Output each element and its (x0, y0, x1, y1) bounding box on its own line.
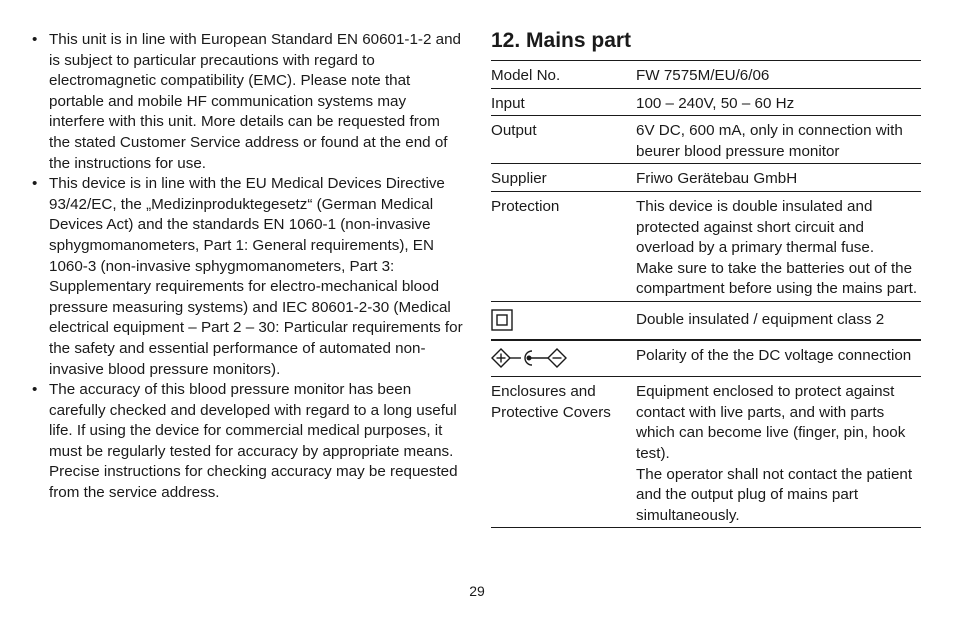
spec-label: Protection (491, 197, 560, 215)
left-column (32, 30, 464, 504)
bullet-text: The accuracy of this blood pressure monitor has been carefully checked and developed with regard to a long useful life. If using the device for commercial medical purposes, it must be regularly tested for accuracy by appropriate means. Precise instructions for checking accuracy may be requested from the service address. (49, 381, 458, 502)
spec-value: Double insulated / equipment class 2 (636, 310, 885, 328)
double-insulation-symbol-icon (491, 309, 513, 331)
bullet-icon: • (32, 175, 38, 193)
spec-label: Model No. (491, 67, 561, 84)
bullet-icon: • (32, 381, 38, 399)
table-row (491, 116, 921, 164)
spec-value: 100 – 240V, 50 – 60 Hz (636, 94, 795, 112)
spec-label: Enclosures and Protective Covers (491, 383, 611, 421)
spec-value: Polarity of the the DC voltage connection (636, 346, 912, 364)
table-row (491, 88, 921, 116)
right-column (491, 28, 921, 528)
table-row (491, 301, 921, 339)
spec-label: Input (491, 94, 525, 112)
spec-value: 6V DC, 600 mA, only in connection with beurer blood pressure monitor (636, 122, 903, 160)
bullet-list (32, 30, 464, 504)
table-row (491, 340, 921, 377)
bullet-text: This device is in line with the EU Medical Devices Directive 93/42/EC, the „Medizinproduktegesetz“ (German Medical Devices Act) and the standards EN 1060-1 (non-invasive sphygmomanometers, Part 1: General requirements), EN 1060-3 (non-invasive sphygmomanometers, Part 3: Supplementary requirements for electro-mechanical blood pressure measuring systems) and IEC 80601-2-30 (Medical electrical equipment – Part 2 – 30: Particular requirements for the safety and essential performance of automated non-invasive blood pressure monitors). (49, 175, 463, 378)
spec-label: Output (491, 122, 537, 140)
bullet-accuracy (32, 380, 464, 504)
spec-value: This device is double insulated and protected against short circuit and overload by a primary thermal fuse. Make sure to take the batteries out of the compartment before using the mains part. (636, 197, 918, 298)
bullet-emc (32, 30, 464, 174)
spec-value: FW 7575M/EU/6/06 (636, 67, 770, 84)
section-title: 12. Mains part (491, 29, 632, 52)
symbol-cell (491, 340, 636, 377)
page-number: 29 (469, 583, 485, 599)
spec-value: Friwo Gerätebau GmbH (636, 170, 798, 188)
bullet-icon: • (32, 31, 38, 48)
spec-value: Equipment enclosed to protect against contact with live parts, and with parts which can become live (finger, pin, hook test). The operator shall not contact the patient and the output plug of mains part simultaneously. (636, 383, 913, 524)
table-row (491, 164, 921, 192)
bullet-text: This unit is in line with European Standard EN 60601-1-2 and is subject to particular precautions with regard to electromagnetic compatibility (EMC). Please note that portable and mobile HF communication systems may interfere with this unit. More details can be requested from the stated Customer Service address or found at the end of the instructions for use. (49, 31, 461, 172)
table-row (491, 191, 921, 301)
table-row (491, 61, 921, 89)
bullet-medical-devices (32, 174, 464, 380)
spec-table (491, 60, 921, 528)
symbol-cell (491, 301, 636, 339)
spec-label: Supplier (491, 170, 547, 188)
dc-polarity-symbol-icon (491, 347, 567, 369)
table-row (491, 377, 921, 528)
